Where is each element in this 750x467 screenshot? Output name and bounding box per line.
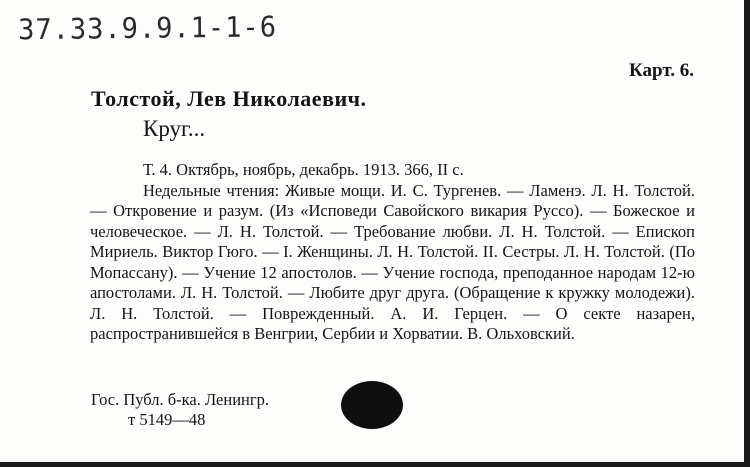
handwritten-shelf-number: 37.33.9.9.1-1-6	[18, 11, 278, 47]
author-heading: Толстой, Лев Николаевич.	[91, 86, 367, 111]
work-title: Круг...	[143, 116, 206, 141]
volume-line: Т. 4. Октябрь, ноябрь, декабрь. 1913. 366, II с.	[143, 160, 464, 179]
library-code: т 5149—48	[128, 410, 206, 429]
punch-hole	[341, 381, 403, 429]
library-stamp-text	[91, 390, 269, 430]
card-description	[90, 160, 695, 345]
library-name: Гос. Публ. б-ка. Ленингр.	[91, 390, 270, 409]
card-edge-bottom	[0, 462, 750, 467]
contents-note: Недельные чтения: Живые мощи. И. С. Тургенев. — Ламенэ. Л. Н. Толстой. — Откровение и разум. (Из «Исповеди Савойского викария Руссо). — Божеское и человеческое. — Л. Н. Толстой. — Требование любви. Л. Н. Толстой. — Епископ Мириель. Виктор Гюго. — I. Женщины. Л. Н. Толстой. II. Сестры. Л. Н. Толстой. (По Мопассану). — Учение 12 апостолов. — Учение господа, преподанное народам 12-ю апостолами. Л. Н. Толстой. — Любите друг друга. (Обращение к кружку молодежи). Л. Н. Толстой. — Поврежденный. А. И. Герцен. — О секте назарен, распространившейся в Венгрии, Сербии и Хорватии. В. Ольховский.	[90, 180, 695, 343]
card-edge-right	[744, 0, 750, 467]
card-number: Карт. 6.	[629, 60, 694, 81]
